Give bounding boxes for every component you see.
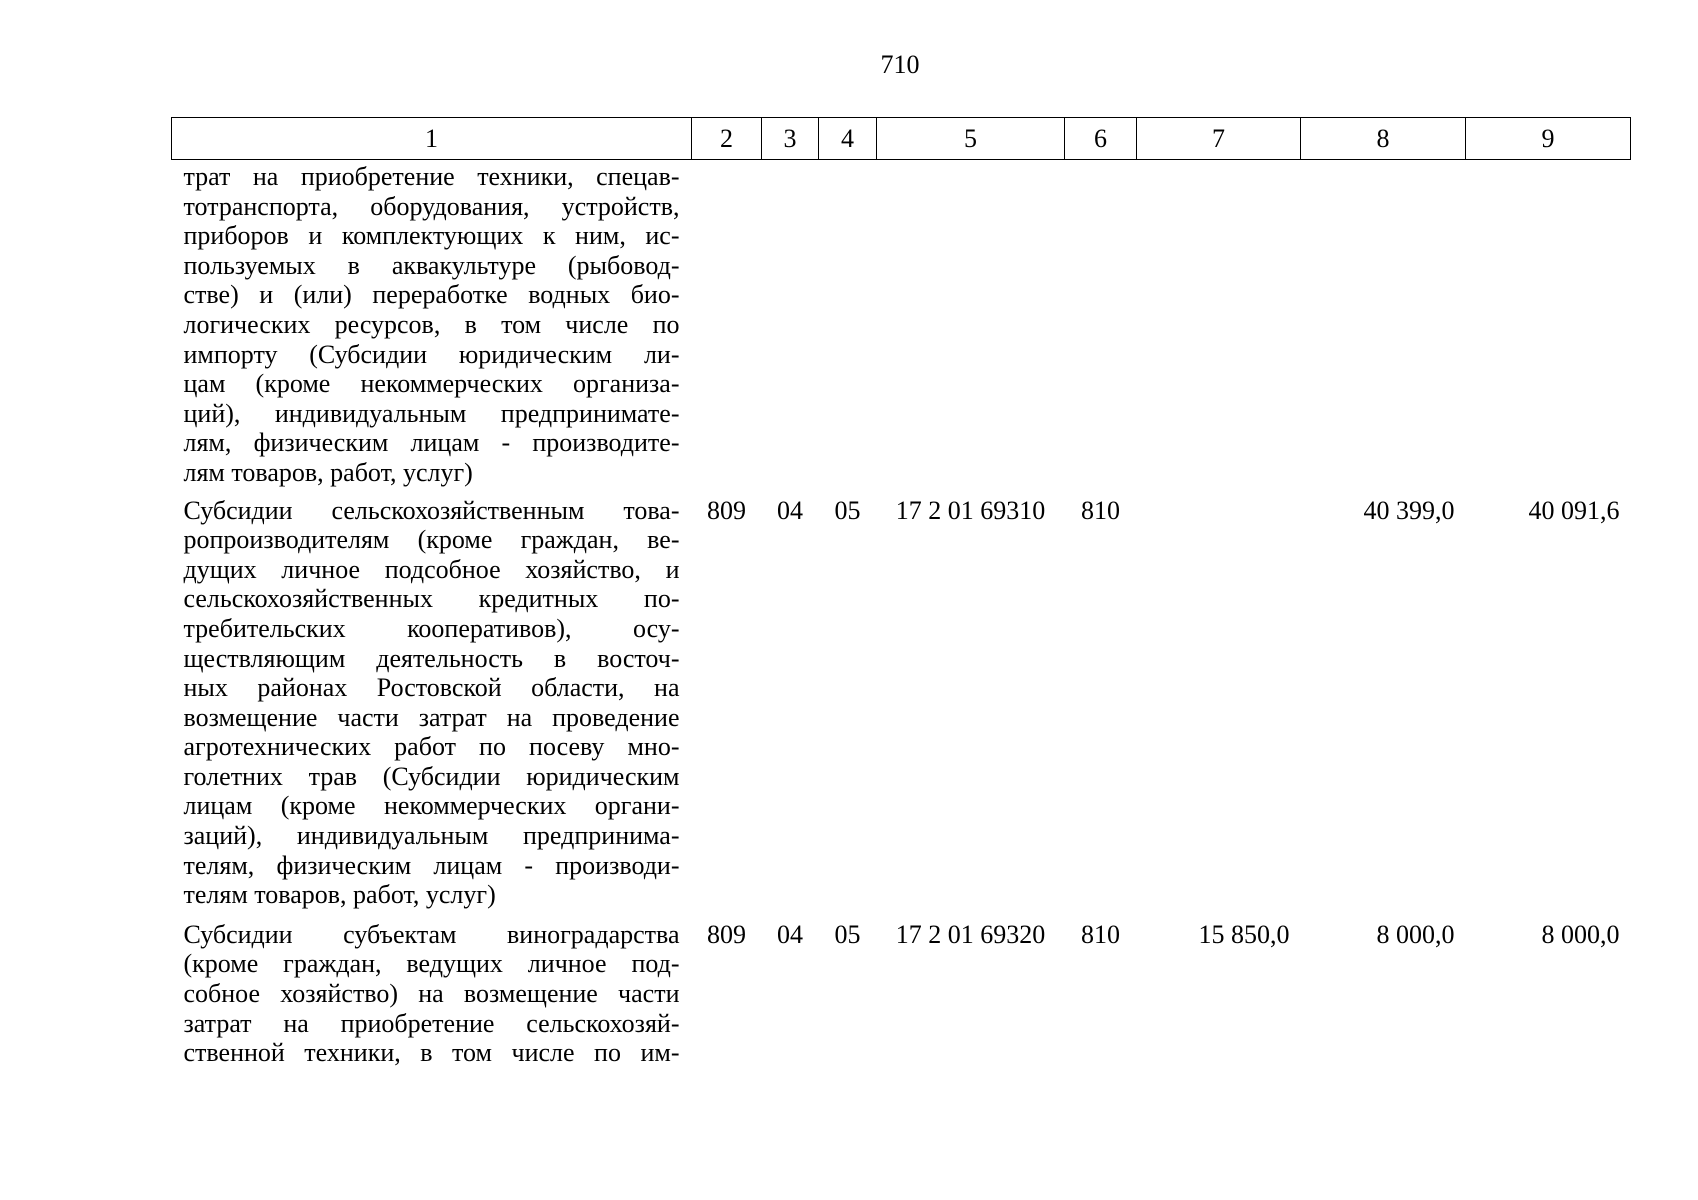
description-line: возмещение части затрат на проведение: [183, 702, 680, 732]
header-cell-4: 4: [819, 118, 877, 160]
cell-subsection: 05: [834, 919, 861, 949]
cell-amount-col8: 40 399,0: [1363, 495, 1455, 525]
description-line: Субсидии сельскохозяйственным това-: [183, 495, 680, 525]
cell-section: [762, 160, 819, 488]
header-cell-1: 1: [172, 118, 692, 160]
description-line: ных районах Ростовской области, на: [183, 673, 680, 703]
description-line: лицам (кроме некоммерческих органи-: [183, 791, 680, 821]
cell-amount-col9: 8 000,0: [1541, 919, 1620, 949]
table-row: [172, 160, 1631, 488]
page-number: 710: [880, 50, 920, 79]
description-line: импорту (Субсидии юридическим ли-: [183, 339, 680, 369]
description-line: (кроме граждан, ведущих личное под-: [183, 949, 680, 979]
header-cell-6: 6: [1065, 118, 1137, 160]
description-line: тотранспорта, оборудования, устройств,: [183, 191, 680, 221]
cell-target-article: 17 2 01 69310: [895, 495, 1046, 525]
header-cell-9: 9: [1466, 118, 1631, 160]
cell-ministry-code: [692, 160, 762, 488]
cell-subsection: [819, 160, 877, 488]
description-line: требительских кооперативов), осу-: [183, 613, 680, 643]
header-row: [172, 118, 1631, 160]
row-description: [172, 160, 692, 488]
description-line: затрат на приобретение сельскохозяй-: [183, 1008, 680, 1038]
description-line: собное хозяйство) на возмещение части: [183, 979, 680, 1009]
cell-section: 04: [777, 919, 803, 949]
header-cell-7: 7: [1137, 118, 1301, 160]
cell-amount-col7: [1137, 160, 1301, 488]
cell-ministry-code: 809: [707, 919, 746, 949]
header-cell-3: 3: [762, 118, 819, 160]
cell-amount-col9: 40 091,6: [1528, 495, 1620, 525]
cell-target-article: 17 2 01 69320: [895, 919, 1046, 949]
cell-expense-type: 810: [1081, 919, 1120, 949]
cell-expense-type: [1065, 160, 1137, 488]
description-line: цам (кроме некоммерческих организа-: [183, 369, 680, 399]
description-line: телям товаров, работ, услуг): [183, 880, 496, 910]
description-line: агротехнических работ по посеву мно-: [183, 732, 680, 762]
description-line: ственной техники, в том числе по им-: [183, 1038, 680, 1068]
cell-amount-col7: [1137, 488, 1301, 912]
description-line: пользуемых в аквакультуре (рыбовод-: [183, 250, 680, 280]
table-header: [172, 118, 1631, 160]
description-line: лям, физическим лицам - производите-: [183, 428, 680, 458]
cell-target-article: [877, 160, 1065, 488]
row-description: [172, 488, 692, 912]
cell-subsection: 05: [834, 495, 861, 525]
description-line: лям товаров, работ, услуг): [183, 457, 473, 487]
cell-ministry-code: 809: [707, 495, 746, 525]
cell-amount-col8: [1301, 160, 1466, 488]
description-line: телям, физическим лицам - производи-: [183, 850, 680, 880]
header-cell-8: 8: [1301, 118, 1466, 160]
description-line: заций), индивидуальным предпринима-: [183, 821, 680, 851]
header-cell-2: 2: [692, 118, 762, 160]
description-line: логических ресурсов, в том числе по: [183, 309, 680, 339]
description-line: трат на приобретение техники, спецав-: [183, 162, 680, 191]
description-line: сельскохозяйственных кредитных по-: [183, 584, 680, 614]
cell-expense-type: 810: [1081, 495, 1120, 525]
budget-table: [171, 117, 1631, 1070]
description-line: дущих личное подсобное хозяйство, и: [183, 554, 680, 584]
description-line: ропроизводителям (кроме граждан, ве-: [183, 525, 680, 555]
description-line: Субсидии субъектам виноградарства: [183, 919, 680, 949]
description-line: ществляющим деятельность в восточ-: [183, 643, 680, 673]
description-line: ций), индивидуальным предпринимате-: [183, 398, 680, 428]
cell-amount-col8: 8 000,0: [1376, 919, 1455, 949]
description-line: приборов и комплектующих к ним, ис-: [183, 221, 680, 251]
table-body: [172, 160, 1631, 1070]
table-row: [172, 488, 1631, 912]
header-cell-5: 5: [877, 118, 1065, 160]
cell-amount-col9: [1466, 160, 1631, 488]
cell-section: 04: [777, 495, 803, 525]
description-line: голетних трав (Субсидии юридическим: [183, 761, 680, 791]
cell-amount-col7: 15 850,0: [1198, 919, 1290, 949]
table-row: [172, 912, 1631, 1070]
description-line: стве) и (или) переработке водных био-: [183, 280, 680, 310]
row-description: [172, 912, 692, 1070]
